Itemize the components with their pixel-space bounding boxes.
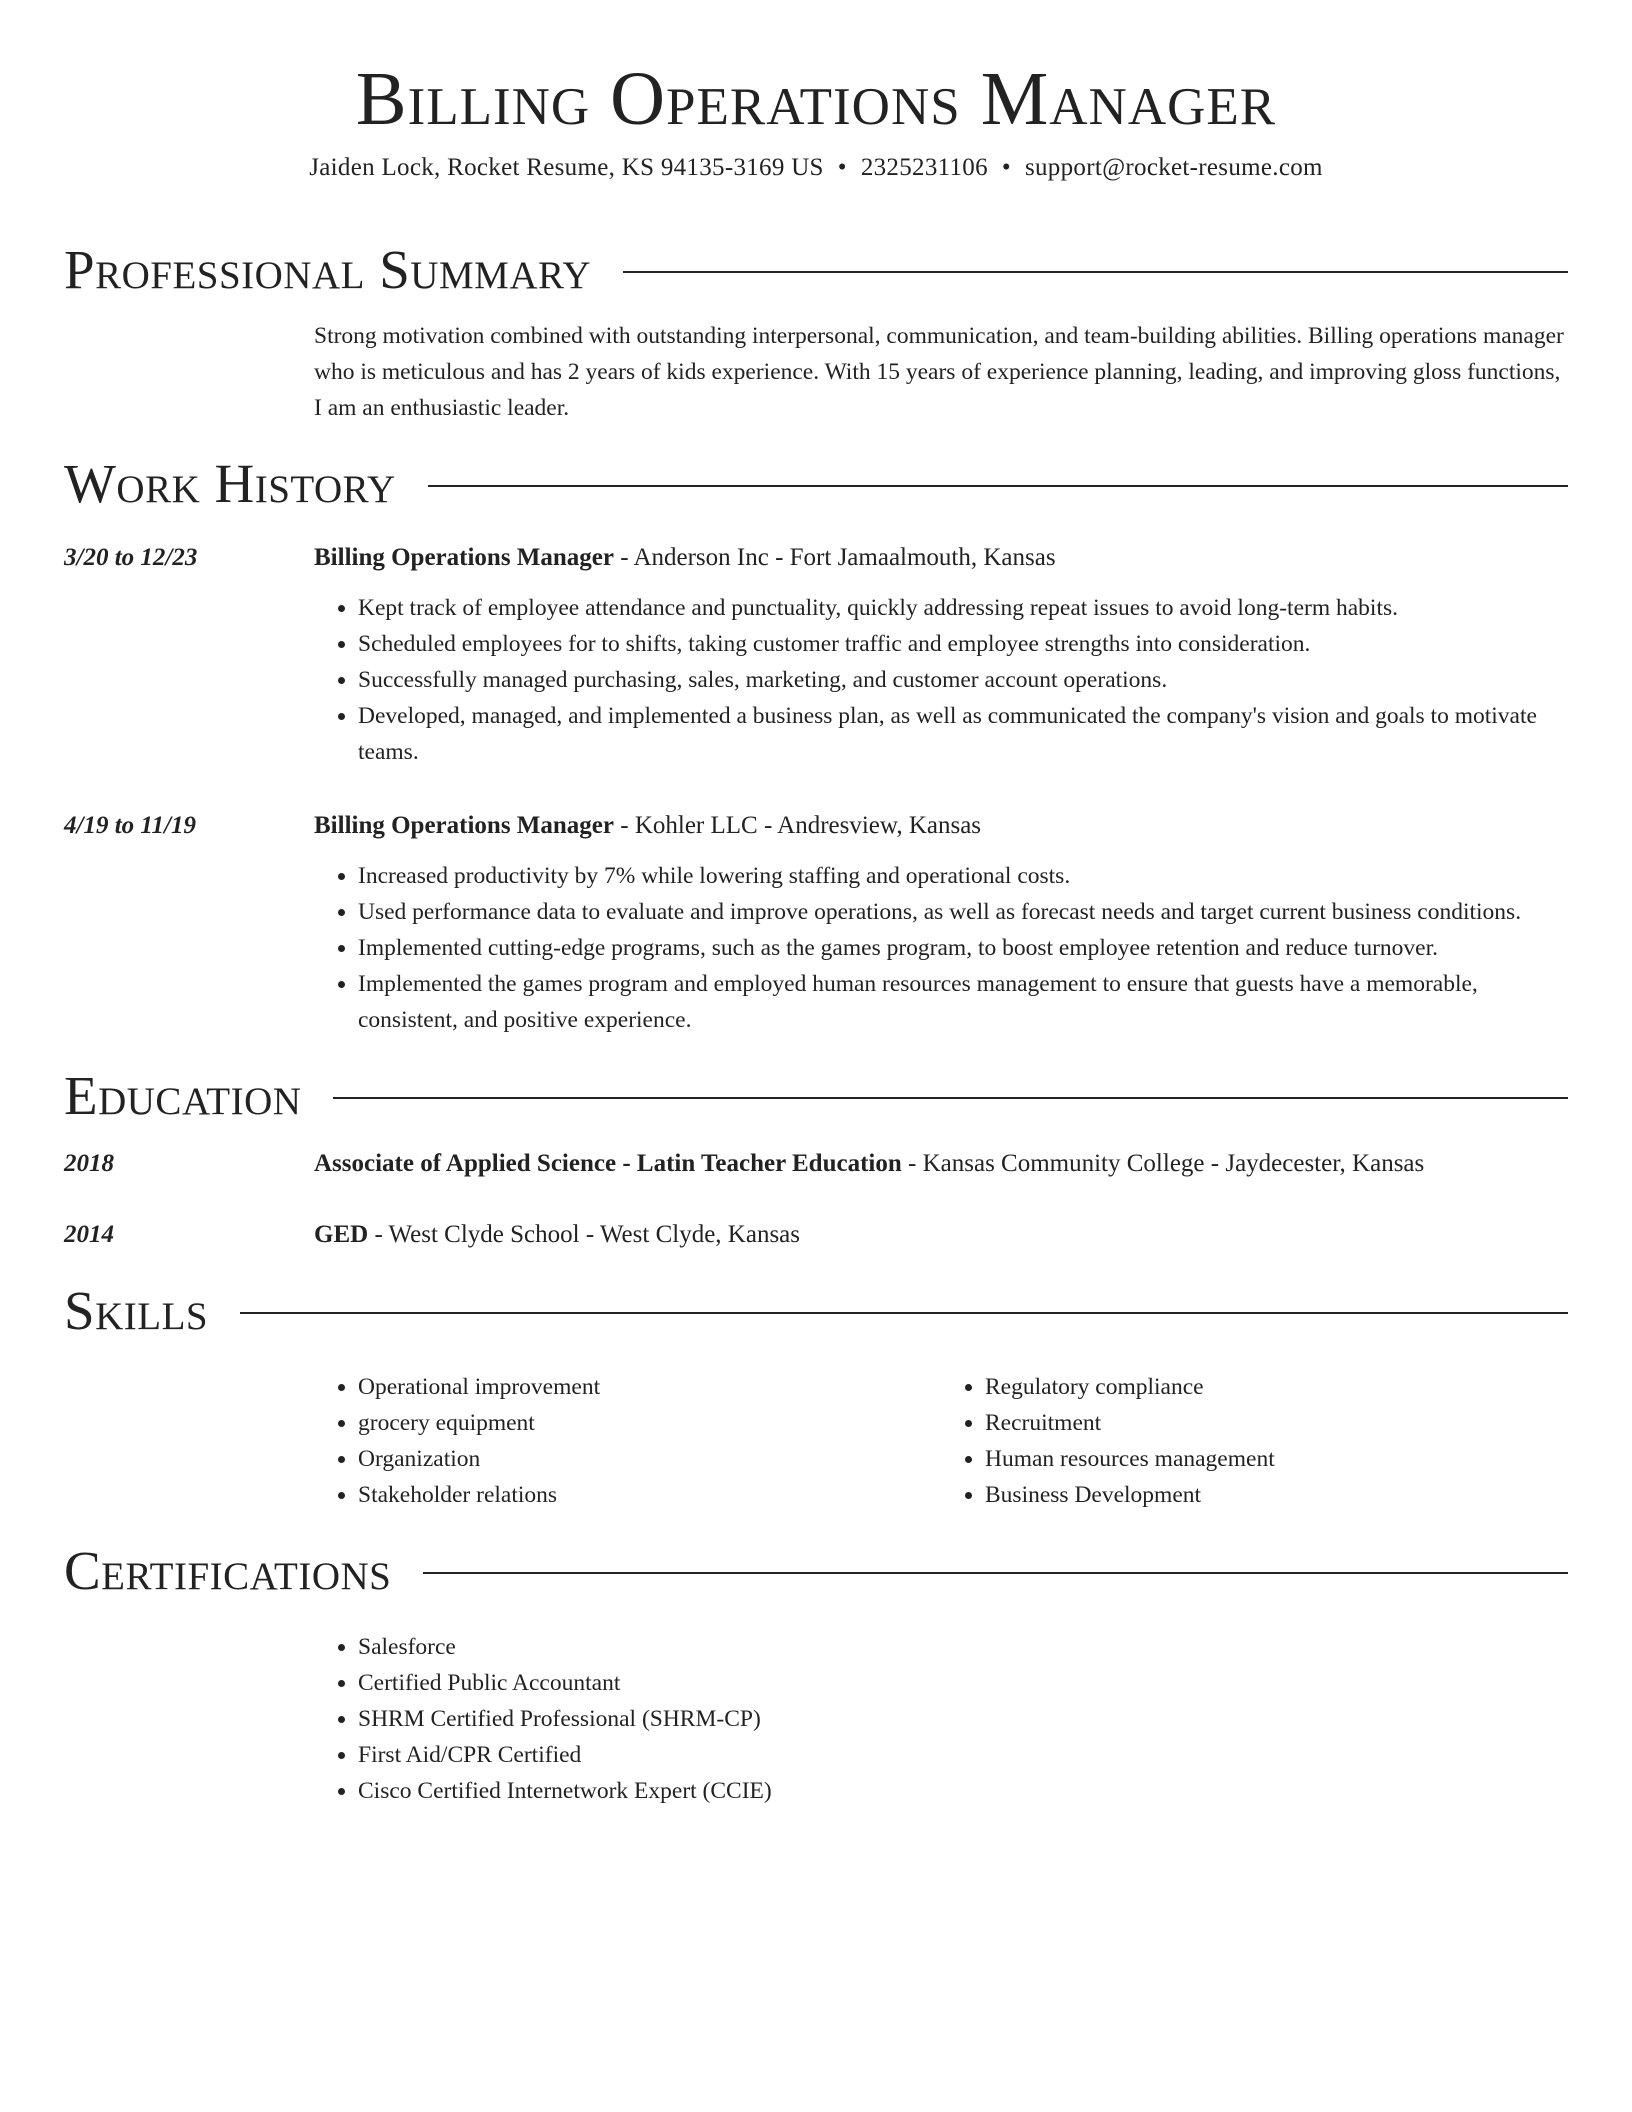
contact-separator: • — [1001, 154, 1011, 181]
job-bullets — [358, 590, 1568, 770]
list-item: • Cisco Certified Internetwork Expert (CCIE) — [358, 1773, 1568, 1809]
list-item: • Successfully managed purchasing, sales, marketing, and customer account operations. — [358, 662, 1568, 698]
education-details: - West Clyde School - West Clyde, Kansas — [368, 1221, 800, 1248]
work-section-title: Work History — [64, 452, 396, 514]
education-entry — [64, 1217, 1568, 1253]
certifications-section-header — [64, 1535, 1568, 1605]
section-divider — [333, 1097, 1568, 1099]
job-heading — [314, 540, 1568, 576]
summary-text: Strong motivation combined with outstanding interpersonal, communication, and team-building abilities. Billing operations manager who is meticulous and has 2 years of kids experience. With 15 years of experience planning, leading, and improving gloss functions, I am an enthusiastic leader. — [314, 323, 1564, 421]
job-position: Billing Operations Manager — [314, 812, 614, 839]
list-item: • Operational improvement — [358, 1369, 941, 1405]
list-item: • Implemented the games program and employed human resources management to ensure that guests have a memorable, consistent, and positive experience. — [358, 966, 1568, 1038]
list-item: • Human resources management — [985, 1441, 1568, 1477]
summary-section-title: Professional Summary — [64, 238, 592, 300]
list-item: • Increased productivity by 7% while lowering staffing and operational costs. — [358, 858, 1568, 894]
education-year: 2018 — [64, 1150, 114, 1177]
list-item: • SHRM Certified Professional (SHRM-CP) — [358, 1701, 1568, 1737]
section-divider — [240, 1312, 1568, 1314]
list-item: • Regulatory compliance — [985, 1369, 1568, 1405]
job-dates: 4/19 to 11/19 — [64, 812, 196, 839]
list-item: • Implemented cutting-edge programs, such as the games program, to boost employee retention and reduce turnover. — [358, 930, 1568, 966]
skills-left-column — [358, 1369, 941, 1513]
resume-page — [64, 0, 1568, 1809]
section-divider — [623, 271, 1568, 273]
list-item: • Developed, managed, and implemented a business plan, as well as communicated the company's vision and goals to motivate teams. — [358, 698, 1568, 770]
contact-phone: 2325231106 — [860, 154, 988, 181]
job-heading — [314, 808, 1568, 844]
list-item: • Stakeholder relations — [358, 1477, 941, 1513]
education-entry — [64, 1146, 1568, 1182]
section-divider — [423, 1572, 1568, 1574]
education-list — [64, 1146, 1568, 1253]
job-position: Billing Operations Manager — [314, 544, 614, 571]
job-details: - Kohler LLC - Andresview, Kansas — [614, 812, 982, 839]
job-details: - Anderson Inc - Fort Jamaalmouth, Kansas — [614, 544, 1056, 571]
skills-columns — [314, 1369, 1568, 1513]
resume-title: Billing Operations Manager — [355, 57, 1277, 141]
education-degree: Associate of Applied Science - Latin Teacher Education — [314, 1150, 902, 1177]
contact-address: Jaiden Lock, Rocket Resume, KS 94135-3169 US — [309, 154, 824, 181]
list-item: • Certified Public Accountant — [358, 1665, 1568, 1701]
skills-right-column — [985, 1369, 1568, 1513]
skills-section-title: Skills — [64, 1279, 209, 1341]
certifications-list — [358, 1629, 1568, 1809]
education-year: 2014 — [64, 1221, 114, 1248]
education-details: - Kansas Community College - Jaydecester, Kansas — [901, 1150, 1425, 1177]
list-item: • Organization — [358, 1441, 941, 1477]
education-degree: GED — [314, 1221, 369, 1248]
job-bullets — [358, 858, 1568, 1038]
job-entry — [64, 540, 1568, 770]
work-section-header — [64, 448, 1568, 518]
list-item: • grocery equipment — [358, 1405, 941, 1441]
job-dates: 3/20 to 12/23 — [64, 544, 198, 571]
skills-section-header — [64, 1275, 1568, 1345]
list-item: • Business Development — [985, 1477, 1568, 1513]
contact-separator: • — [837, 154, 847, 181]
certifications-section-title: Certifications — [64, 1539, 392, 1601]
list-item: • Kept track of employee attendance and punctuality, quickly addressing repeat issues to avoid long-term habits. — [358, 590, 1568, 626]
summary-section-header — [64, 234, 1568, 304]
education-section-header — [64, 1060, 1568, 1130]
list-item: • First Aid/CPR Certified — [358, 1737, 1568, 1773]
job-body — [314, 540, 1568, 770]
list-item: • Salesforce — [358, 1629, 1568, 1665]
job-entry — [64, 808, 1568, 1038]
job-body — [314, 808, 1568, 1038]
contact-line — [64, 152, 1568, 204]
list-item: • Used performance data to evaluate and improve operations, as well as forecast needs and target current business conditions. — [358, 894, 1568, 930]
education-heading — [314, 1146, 1568, 1182]
education-section-title: Education — [64, 1064, 302, 1126]
contact-email: support@rocket-resume.com — [1024, 154, 1323, 181]
section-divider — [428, 485, 1568, 487]
list-item: • Recruitment — [985, 1405, 1568, 1441]
education-heading — [314, 1217, 1568, 1253]
list-item: • Scheduled employees for to shifts, taking customer traffic and employee strengths into consideration. — [358, 626, 1568, 662]
